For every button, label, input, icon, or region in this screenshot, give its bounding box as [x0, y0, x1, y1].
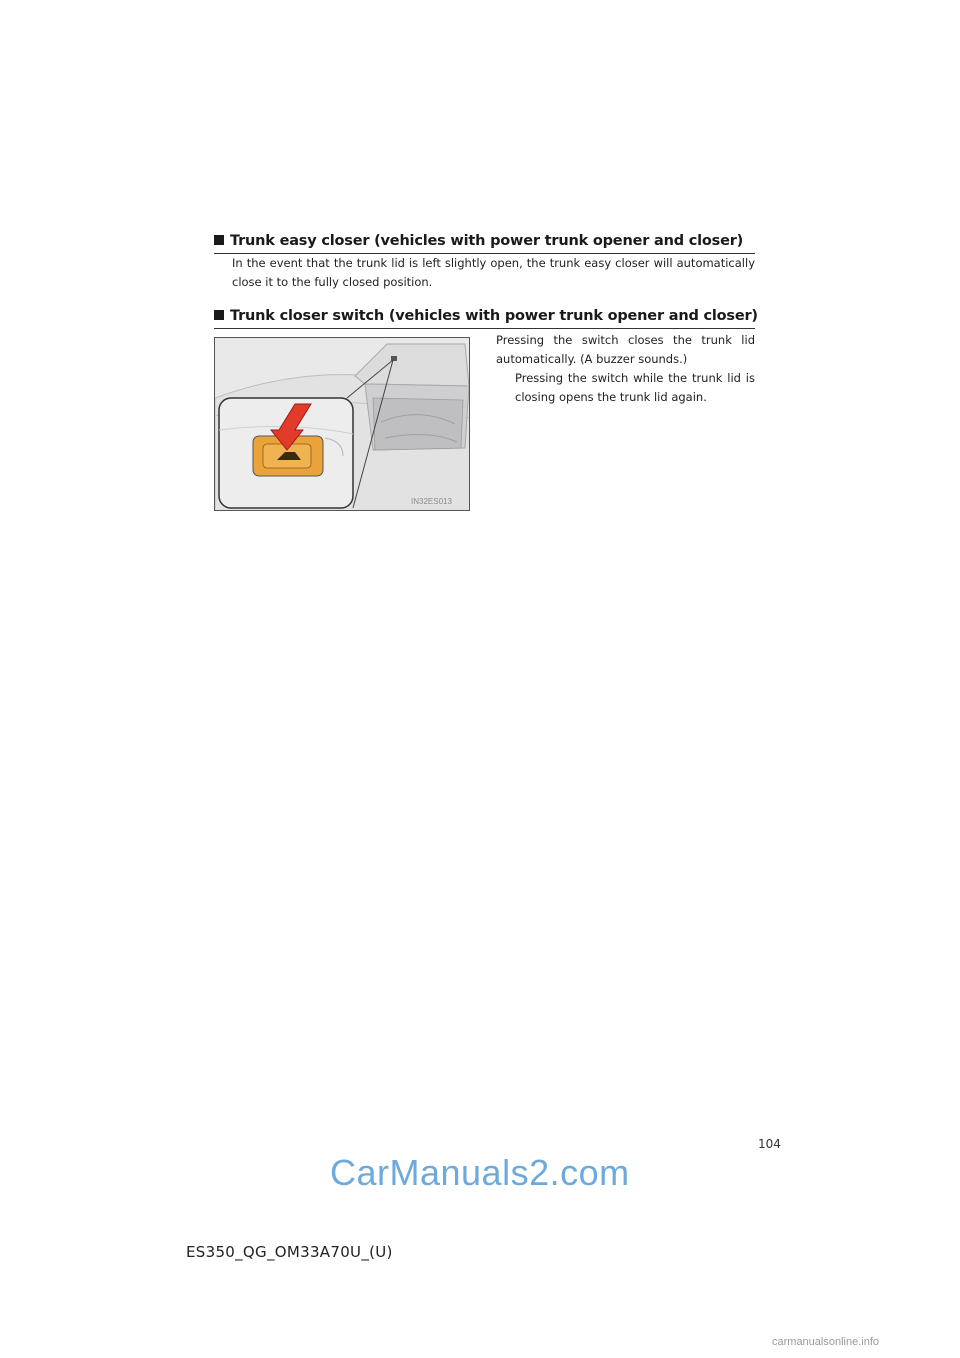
page-number: 104: [758, 1137, 781, 1151]
figure-code: IN32ES013: [411, 497, 452, 506]
carmanualsonline-watermark: carmanualsonline.info: [772, 1336, 880, 1348]
switch-note-text: Pressing the switch while the trunk lid is closing opens the trunk lid again.: [515, 371, 755, 404]
switch-description-text: Pressing the switch closes the trunk lid automatically. (A buzzer sounds.): [496, 333, 755, 366]
section-heading-text: Trunk easy closer (vehicles with power trunk opener and closer): [230, 233, 744, 249]
section-heading-trunk-easy-closer: [214, 233, 755, 254]
bullet-square-icon: [214, 310, 224, 320]
section-heading-trunk-closer-switch: [214, 308, 758, 329]
section-body-text: In the event that the trunk lid is left slightly open, the trunk easy closer will automatically close it to the fully closed position.: [232, 256, 755, 289]
bullet-square-icon: [214, 235, 224, 245]
trunk-closer-switch-illustration: [214, 337, 470, 511]
document-code: ES350_QG_OM33A70U_(U): [186, 1243, 393, 1261]
section-heading-text: Trunk closer switch (vehicles with power trunk opener and closer): [230, 308, 758, 324]
carmanuals-watermark: CarManuals2.com: [330, 1152, 630, 1193]
